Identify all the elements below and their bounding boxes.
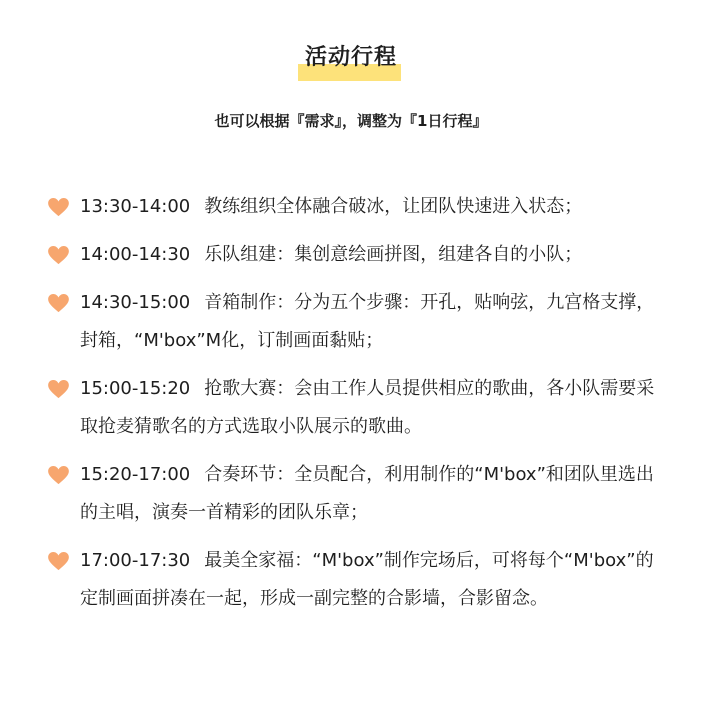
heart-icon (48, 198, 69, 217)
heart-icon (48, 294, 69, 313)
heart-icon (48, 380, 69, 399)
title-container (0, 42, 702, 74)
schedule-time: 17:00-17:30 (80, 550, 191, 571)
schedule-item (0, 188, 702, 226)
schedule-text: 合奏环节：全员配合，利用制作的“M'box”和团队里选出的主唱，演奏一首精彩的团队乐章； (80, 464, 654, 523)
schedule-text: 音箱制作：分为五个步骤：开孔，贴响弦，九宫格支撑，封箱，“M'box”M化，订制画面黏贴； (80, 292, 655, 351)
heart-icon (48, 466, 69, 485)
schedule-time: 15:20-17:00 (80, 464, 191, 485)
schedule-time: 13:30-14:00 (80, 196, 191, 217)
schedule-time: 15:00-15:20 (80, 378, 191, 399)
schedule-item (0, 236, 702, 274)
schedule-item (0, 284, 702, 360)
schedule-list (0, 188, 702, 628)
page-title: 活动行程 (304, 45, 397, 70)
schedule-item (0, 456, 702, 532)
schedule-text: 最美全家福：“M'box”制作完场后，可将每个“M'box”的定制画面拼凑在一起，形成一副完整的合影墙，合影留念。 (80, 550, 654, 609)
schedule-item (0, 370, 702, 446)
schedule-text: 抢歌大赛：会由工作人员提供相应的歌曲，各小队需要采取抢麦猜歌名的方式选取小队展示的歌曲。 (80, 378, 655, 437)
heart-icon (48, 246, 69, 265)
page-subtitle: 也可以根据『需求』，调整为『1日行程』 (214, 112, 488, 130)
schedule-time: 14:00-14:30 (80, 244, 191, 265)
schedule-time: 14:30-15:00 (80, 292, 191, 313)
heart-icon (48, 552, 69, 571)
schedule-item (0, 542, 702, 618)
schedule-text: 教练组织全体融合破冰，让团队快速进入状态； (204, 196, 583, 217)
schedule-text: 乐队组建：集创意绘画拼图，组建各自的小队； (204, 244, 583, 265)
